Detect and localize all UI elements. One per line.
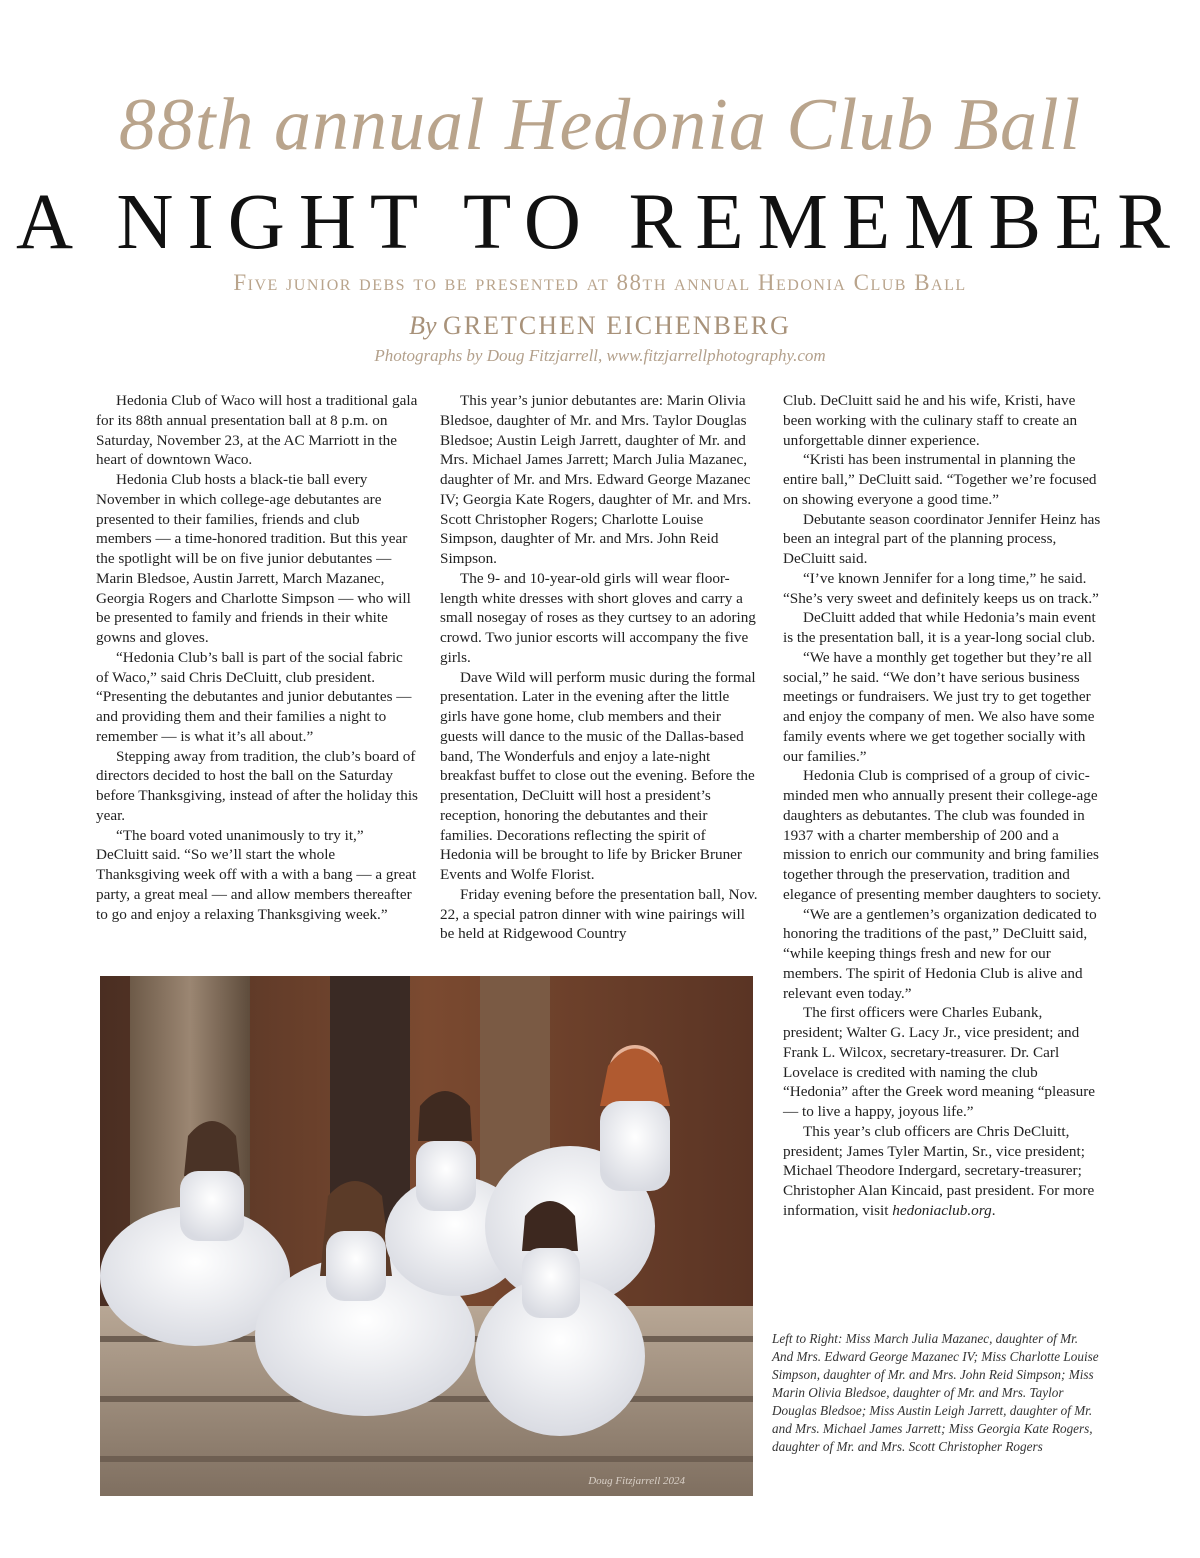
photographer-signature: Doug Fitzjarrell 2024 xyxy=(588,1475,685,1487)
paragraph: Hedonia Club hosts a black-tie ball every November in which college-age debutantes are presented to their families, friends and club members — a time-honored tradition. But this year the spotlight will be on five junior debutantes — Marin Bledsoe, Austin Jarrett, March Mazanec, Georgia Rogers and Charlotte Simpson — who will be presented to family and friends in their white gowns and gloves. xyxy=(96,471,411,646)
byline-by: By xyxy=(409,311,437,340)
paragraph: The first officers were Charles Eubank, president; Walter G. Lacy Jr., vice president; and Frank L. Wilcox, secretary-treasurer. Dr. Carl Lovelace is credited with naming the club “Hedonia” after the Greek word meaning “pleasure — to live a happy, joyous life.” xyxy=(783,1004,1096,1120)
paragraph: “We have a monthly get together but they’re all social,” he said. “We don’t have serious business meetings or fundraisers. We just try to get together and enjoy the company of men. We also have some family events where we get together socially with our families.” xyxy=(783,648,1095,765)
paragraph-continued: Club. DeCluitt said he and his wife, Kristi, have been working with the culinary staff to create an unforgettable dinner experience. xyxy=(783,392,1078,449)
headline: A NIGHT TO REMEMBER xyxy=(15,179,1185,266)
paragraph: Hedonia Club is comprised of a group of civic-minded men who annually present their college-age daughters as debutantes. The club was founded in 1937 with a charter membership of 200 and a mission to enrich our community and bring families together through the preservation, tradition and elegance of presenting member daughters to society. xyxy=(783,767,1102,903)
paragraph: “The board voted unanimously to try it,” DeCluitt said. “So we’ll start the whole Thanksgiving week off with a with a bang — a great party, a great meal — and allow members thereafter to go and enjoy a relaxing Thanksgiving week.” xyxy=(96,826,417,923)
paragraph: Stepping away from tradition, the club’s board of directors decided to host the ball on the Saturday before Thanksgiving, instead of after the holiday this year. xyxy=(96,747,418,824)
paragraph: “I’ve known Jennifer for a long time,” he said. “She’s very sweet and definitely keeps us on track.” xyxy=(783,569,1099,607)
paragraph: “Kristi has been instrumental in planning the entire ball,” DeCluitt said. “Together we’re focused on showing everyone a good time.” xyxy=(783,451,1097,508)
paragraph-end: . xyxy=(991,1201,996,1219)
paragraph: DeCluitt added that while Hedonia’s main event is the presentation ball, it is a year-long social club. xyxy=(783,609,1096,646)
paragraph-text: This year’s club officers are Chris DeCluitt, president; James Tyler Martin, Sr., vice president; Michael Theodore Indergard, secretary-treasurer; Christopher Alan Kincaid, past president. For more information, visit xyxy=(783,1122,1095,1219)
paragraph: “We are a gentlemen’s organization dedicated to honoring the traditions of the past,” DeCluitt said, “while keeping things fresh and new for our members. The spirit of Hedonia Club is alive and relevant even today.” xyxy=(783,905,1097,1002)
paragraph: Hedonia Club of Waco will host a traditional gala for its 88th annual presentation ball at 8 p.m. on Saturday, November 23, at the AC Marriott in the heart of downtown Waco. xyxy=(96,392,418,469)
paragraph: “Hedonia Club’s ball is part of the social fabric of Waco,” said Chris DeCluitt, club president. “Presenting the debutantes and junior debutantes — and providing them and their families a night to remember — is what it’s all about.” xyxy=(96,648,412,745)
photo-caption: Left to Right: Miss March Julia Mazanec, daughter of Mr. And Mrs. Edward George Mazanec IV; Miss Charlotte Louise Simpson, daughter of Mr. and Mrs. John Reid Simpson; Miss Marin Olivia Bledsoe, daughter of Mr. and Mrs. Taylor Douglas Bledsoe; Miss Austin Leigh Jarrett, daughter of Mr. and Mrs. Michael James Jarrett; Miss Georgia Kate Rogers, daughter of Mr. and Mrs. Scott Christopher Rogers xyxy=(772,1331,1099,1454)
paragraph: This year’s junior debutantes are: Marin Olivia Bledsoe, daughter of Mr. and Mrs. Taylor Douglas Bledsoe; Austin Leigh Jarrett, daughter of Mr. and Mrs. Michael James Jarrett; March Julia Mazanec, daughter of Mr. and Mrs. Edward George Mazanec IV; Georgia Kate Rogers, daughter of Mr. and Mrs. Scott Christopher Rogers; Charlotte Louise Simpson, daughter of Mr. and Mrs. John Reid Simpson. xyxy=(440,392,752,567)
club-website-link[interactable]: hedoniaclub.org xyxy=(892,1201,992,1219)
paragraph: The 9- and 10-year-old girls will wear floor-length white dresses with short gloves and carry a small nosegay of roses as they curtsey to an adoring crowd. Two junior escorts will accompany the five girls. xyxy=(440,569,756,666)
paragraph: Debutante season coordinator Jennifer Heinz has been an integral part of the planning process, DeCluitt said. xyxy=(783,510,1101,567)
byline xyxy=(0,310,1200,342)
subheadline: Five junior debs to be presented at 88th annual Hedonia Club Ball xyxy=(233,270,967,295)
paragraph: Dave Wild will perform music during the formal presentation. Later in the evening after the little girls have gone home, club members and their guests will dance to the music of the Dallas-based band, The Wonderfuls and enjoy a late-night breakfast buffet to close out the evening. Before the presentation, DeCluitt will host a president’s reception, honoring the debutantes and their families. Decorations reflecting the spirit of Hedonia will be brought to life by Bricker Bruner Events and Wolfe Florist. xyxy=(440,668,756,883)
article-column-3 xyxy=(783,391,1105,1221)
article-column-2 xyxy=(440,391,760,944)
paragraph: Friday evening before the presentation ball, Nov. 22, a special patron dinner with wine pairings will be held at Ridgewood Country xyxy=(440,885,758,943)
photo-credit: Photographs by Doug Fitzjarrell, www.fitzjarrellphotography.com xyxy=(374,346,826,365)
article-column-1 xyxy=(96,391,418,924)
paragraph-last xyxy=(783,1122,1105,1221)
kicker-title: 88th annual Hedonia Club Ball xyxy=(118,84,1082,166)
group-photo xyxy=(100,976,753,1496)
byline-author: GRETCHEN EICHENBERG xyxy=(443,311,791,340)
